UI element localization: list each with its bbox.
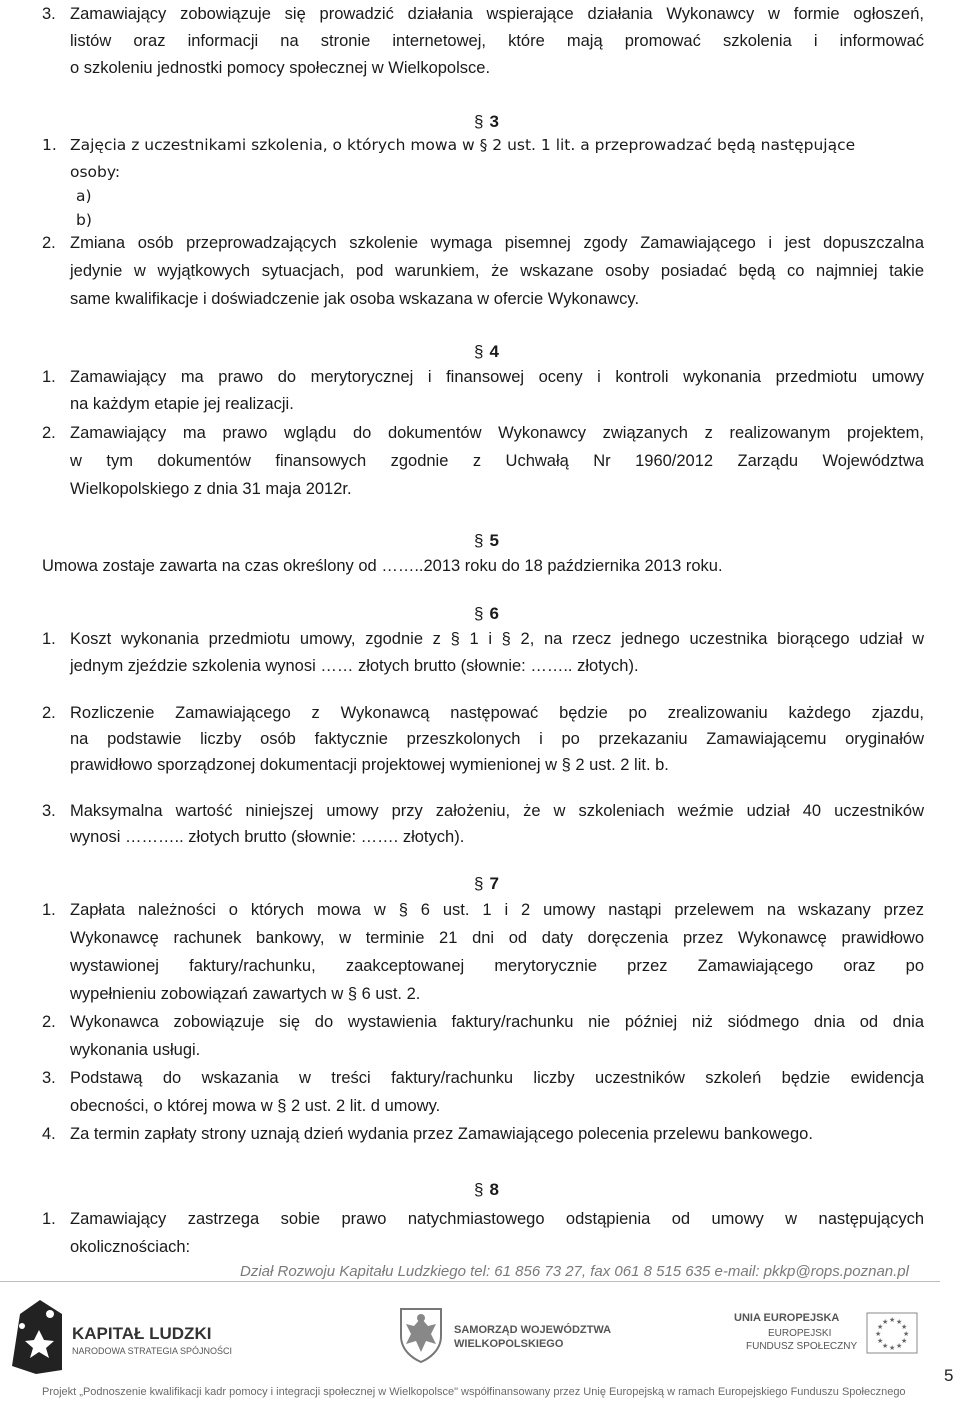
s8-item-1-number: 1. (42, 1210, 56, 1228)
s6-item-2-number: 2. (42, 704, 56, 722)
svg-text:★: ★ (877, 1323, 884, 1331)
s6-item-1-number: 1. (42, 630, 56, 648)
s4-item-2-line-1: Zamawiający ma prawo wglądu do dokumentów Wykonawcy związanych z realizowanym projektem, (70, 424, 924, 442)
s6-item-1-line-2: jednym zjeździe szkolenia wynosi …… złotych brutto (słownie: …….. złotych). (70, 657, 639, 675)
section-5-heading (474, 531, 499, 551)
footer-divider (0, 1281, 940, 1282)
kapital-ludzki-emblem-icon (6, 1296, 66, 1376)
section-6-number: 6 (489, 604, 499, 623)
section-7-symbol: § (474, 874, 484, 893)
p3-line-3: o szkoleniu jednostki pomocy społecznej w Wielkopolsce. (70, 59, 491, 77)
section-5-symbol: § (474, 531, 484, 550)
section-7-heading (474, 874, 499, 894)
kapital-ludzki-title: KAPITAŁ LUDZKI (72, 1324, 212, 1343)
s7-item-1-number: 1. (42, 901, 56, 919)
section-3-symbol: § (474, 112, 484, 131)
section-4-number: 4 (489, 342, 499, 361)
s7-item-1-line-3: wystawionej faktury/rachunku, zaakceptowanej merytorycznie przez Zamawiającego oraz po (70, 957, 924, 975)
svg-text:★: ★ (882, 1342, 889, 1350)
svg-text:★: ★ (896, 1342, 903, 1350)
section-3-heading (474, 112, 499, 132)
eu-line-2: EUROPEJSKI (768, 1328, 832, 1339)
s4-item-2-number: 2. (42, 424, 56, 442)
s7-item-2-line-2: wykonania usługi. (70, 1041, 201, 1059)
s8-item-1-line-2: okolicznościach: (70, 1238, 191, 1256)
s7-item-1-line-4: wypełnieniu zobowiązań zawartych w § 6 ust. 2. (70, 985, 421, 1003)
s8-item-1-line-1: Zamawiający zastrzega sobie prawo natychmiastowego odstąpienia od umowy w następujących (70, 1210, 924, 1228)
eu-efs-logo (730, 1308, 930, 1368)
svg-text:★: ★ (903, 1330, 910, 1338)
p3-line-2: listów oraz informacji na stronie internetowej, które mają promować szkolenia i informować (70, 32, 924, 50)
p3-line-1: Zamawiający zobowiązuje się prowadzić działania wspierające działania Wykonawcy w formie ogłoszeń, (70, 5, 924, 23)
s3-item-a: a) (76, 187, 92, 205)
s7-item-4-line-1: Za termin zapłaty strony uznają dzień wydania przez Zamawiającego polecenia przelewu bankowego. (70, 1125, 813, 1143)
svg-text:★: ★ (901, 1337, 908, 1345)
eu-line-3: FUNDUSZ SPOŁECZNY (746, 1341, 858, 1352)
s6-item-3-number: 3. (42, 802, 56, 820)
s4-item-2-line-3: Wielkopolskiego z dnia 31 maja 2012r. (70, 480, 352, 498)
s3-item-1-line-1: Zajęcia z uczestnikami szkolenia, o których mowa w § 2 ust. 1 lit. a przeprowadzać będą następujące (70, 136, 856, 154)
kapital-ludzki-subtitle: NARODOWA STRATEGIA SPÓJNOŚCI (72, 1346, 233, 1356)
section-4-symbol: § (474, 342, 484, 361)
svg-text:★: ★ (896, 1318, 903, 1326)
section-8-heading (474, 1180, 499, 1200)
section-6-symbol: § (474, 604, 484, 623)
samorzad-line-1: SAMORZĄD WOJEWÓDZTWA (454, 1324, 612, 1336)
section-3-number: 3 (489, 112, 499, 131)
section-4-heading (474, 342, 499, 362)
s3-item-2-line-2: jedynie w wyjątkowych sytuacjach, pod warunkiem, że wskazane osoby posiadać będą co najmniej takie (70, 262, 924, 280)
section-6-heading (474, 604, 499, 624)
s7-item-3-line-2: obecności, o której mowa w § 2 ust. 2 lit. d umowy. (70, 1097, 441, 1115)
kapital-ludzki-logo (6, 1296, 236, 1376)
s6-item-2-line-3: prawidłowo sporządzonej dokumentacji projektowej wymienionej w § 2 ust. 2 lit. b. (70, 756, 669, 774)
s6-item-1-line-1: Koszt wykonania przedmiotu umowy, zgodnie z § 1 i § 2, na rzecz jednego uczestnika biorącego udział w (70, 630, 924, 648)
section-8-symbol: § (474, 1180, 484, 1199)
s7-item-2-number: 2. (42, 1013, 56, 1031)
svg-text:★: ★ (875, 1330, 882, 1338)
s3-item-2-line-1: Zmiana osób przeprowadzających szkolenie wymaga pisemnej zgody Zamawiającego i jest dopuszczalna (70, 234, 924, 252)
p3-number: 3. (42, 5, 56, 23)
samorzad-logo (398, 1306, 612, 1370)
s4-item-2-line-2: w tym dokumentów finansowych zgodnie z Uchwałą Nr 1960/2012 Zarządu Województwa (70, 452, 924, 470)
s7-item-3-number: 3. (42, 1069, 56, 1087)
s3-item-b: b) (76, 211, 92, 229)
section-8-number: 8 (489, 1180, 499, 1199)
svg-text:★: ★ (882, 1318, 889, 1326)
s6-item-3-line-1: Maksymalna wartość niniejszej umowy przy założeniu, że w szkoleniach weźmie udział 40 uczestników (70, 802, 924, 820)
svg-text:★: ★ (889, 1344, 896, 1352)
section-5-number: 5 (489, 531, 499, 550)
s6-item-3-line-2: wynosi ……….. złotych brutto (słownie: ……. złotych). (70, 828, 465, 846)
s3-item-2-number: 2. (42, 234, 56, 252)
s6-item-2-line-1: Rozliczenie Zamawiającego z Wykonawcą następować będzie po zrealizowaniu każdego zjazdu, (70, 704, 924, 722)
s6-item-2-line-2: na podstawie liczby osób faktycznie przeszkolonych i po przekazaniu Zamawiającemu oryginałów (70, 730, 924, 748)
samorzad-line-2: WIELKOPOLSKIEGO (454, 1338, 564, 1350)
s4-item-1-line-2: na każdym etapie jej realizacji. (70, 395, 294, 413)
s3-item-1-line-2: osoby: (70, 163, 121, 181)
coat-of-arms-icon (398, 1306, 444, 1364)
page-number: 5 (944, 1366, 954, 1385)
eu-flag-icon (866, 1312, 918, 1354)
svg-text:★: ★ (889, 1316, 896, 1324)
s7-item-1-line-2: Wykonawcę rachunek bankowy, w terminie 21 dni od daty doręczenia przez Wykonawcę prawidłowo (70, 929, 924, 947)
s7-item-2-line-1: Wykonawca zobowiązuje się do wystawienia faktury/rachunku nie później niż siódmego dnia od dnia (70, 1013, 924, 1031)
eu-line-1: UNIA EUROPEJSKA (734, 1312, 840, 1324)
s4-item-1-number: 1. (42, 368, 56, 386)
s5-text: Umowa zostaje zawarta na czas określony od ……..2013 roku do 18 października 2013 roku. (42, 557, 723, 575)
s3-item-1-number: 1. (42, 136, 57, 154)
svg-text:★: ★ (901, 1323, 908, 1331)
s7-item-1-line-1: Zapłata należności o których mowa w § 6 ust. 1 i 2 umowy nastąpi przelewem na wskazany przez (70, 901, 924, 919)
s7-item-4-number: 4. (42, 1125, 56, 1143)
footer-contact: Dział Rozwoju Kapitału Ludzkiego tel: 61 856 73 27, fax 061 8 515 635 e-mail: pkkp@rops.poznan.pl (240, 1263, 909, 1280)
s7-item-3-line-1: Podstawą do wskazania w treści faktury/rachunku liczby uczestników szkoleń będzie ewidencja (70, 1069, 924, 1087)
svg-text:★: ★ (877, 1337, 884, 1345)
s4-item-1-line-1: Zamawiający ma prawo do merytorycznej i finansowej oceny i kontroli wykonania przedmiotu umowy (70, 368, 924, 386)
section-7-number: 7 (489, 874, 499, 893)
s3-item-2-line-3: same kwalifikacje i doświadczenie jak osoba wskazana w ofercie Wykonawcy. (70, 290, 640, 308)
project-note: Projekt „Podnoszenie kwalifikacji kadr pomocy i integracji społecznej w Wielkopolsce" współfinansowany przez Unię Europejską w ramach Europejskiego Funduszu Społecznego (42, 1386, 906, 1398)
